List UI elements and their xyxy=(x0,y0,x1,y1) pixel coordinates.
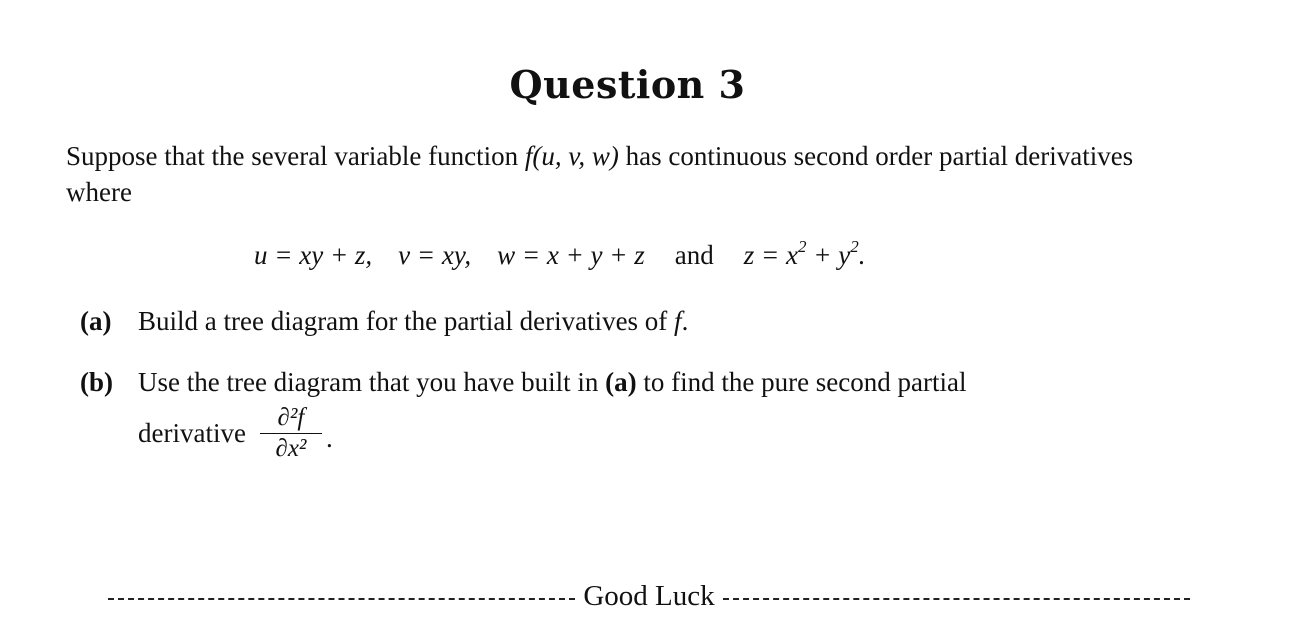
part-a-symbol: f xyxy=(674,306,682,336)
intro-function: f(u, v, w) xyxy=(524,141,619,171)
equation-line xyxy=(254,237,865,271)
derivative-end: . xyxy=(325,423,333,453)
footer xyxy=(108,578,1190,614)
derivative-line xyxy=(138,405,333,462)
intro-text-before: Suppose that the several variable function xyxy=(66,141,525,171)
second-derivative-fraction xyxy=(260,405,322,462)
equation-v: v = xy, xyxy=(398,240,472,270)
derivative-word: derivative xyxy=(138,418,246,448)
equation-u: u = xy + z, xyxy=(254,240,373,270)
intro-text-after: has continuous second order partial derivatives where xyxy=(66,141,1134,207)
part-b xyxy=(80,367,1192,398)
part-b-ref: (a) xyxy=(605,367,637,397)
part-b-text-before: Use the tree diagram that you have built in xyxy=(138,367,606,397)
part-b-label: (b) xyxy=(80,367,113,397)
fraction-numerator: ∂²f xyxy=(277,404,305,431)
part-b-text-after: to find the pure second partial xyxy=(636,367,967,397)
equation-w: w = x + y + z xyxy=(497,240,645,270)
part-a: (a) Build a tree diagram for the partial derivatives of f. xyxy=(80,306,689,336)
part-a-label: (a) xyxy=(80,306,112,336)
part-a-text: Build a tree diagram for the partial derivatives of xyxy=(138,306,675,336)
intro-paragraph xyxy=(66,138,1191,210)
footer-dash-right xyxy=(723,598,1190,600)
equation-and: and xyxy=(674,240,714,270)
fraction-denominator: ∂x² xyxy=(275,435,307,462)
footer-text: Good Luck xyxy=(583,579,715,612)
question-title: Question 3 xyxy=(509,62,746,107)
equation-z: $z = x^2 + y^2$. xyxy=(743,237,866,270)
footer-dash-left xyxy=(108,598,575,600)
